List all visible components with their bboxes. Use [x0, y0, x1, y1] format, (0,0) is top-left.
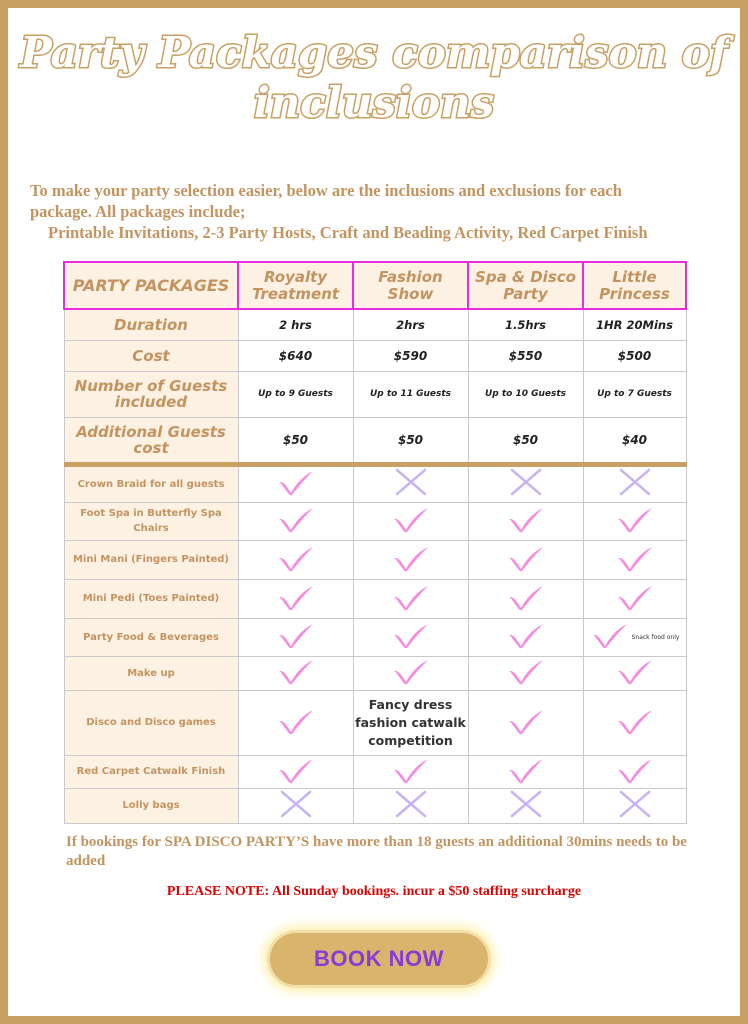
row-label — [64, 690, 238, 755]
row-label-text: Disco and Disco games — [86, 717, 216, 728]
check-icon — [506, 707, 546, 739]
row-label-text: Lolly bags — [122, 800, 180, 811]
table-cell: $50 — [238, 417, 353, 464]
check-icon — [615, 707, 655, 739]
intro-text — [30, 180, 720, 243]
check-icon — [276, 468, 316, 500]
check-icon — [391, 657, 431, 689]
cross-icon — [509, 467, 543, 501]
intro-line-2: package. All packages include; — [30, 202, 246, 221]
check-icon — [276, 583, 316, 615]
row-label-text: Crown Braid for all guests — [77, 478, 225, 490]
table-row — [64, 618, 686, 656]
table-cell: $500 — [583, 340, 686, 371]
table-cell — [238, 540, 353, 579]
table-cell — [353, 502, 468, 540]
package-header-spa-disco: Spa & Disco Party — [468, 262, 583, 309]
table-cell — [583, 618, 686, 656]
table-cell — [238, 656, 353, 690]
check-icon — [615, 583, 655, 615]
check-icon — [276, 756, 316, 788]
table-cell: Up to 10 Guests — [468, 371, 583, 417]
table-cell: Up to 9 Guests — [238, 371, 353, 417]
check-icon — [506, 505, 546, 537]
cross-icon — [394, 789, 428, 823]
check-icon — [391, 544, 431, 576]
table-cell — [353, 579, 468, 618]
cross-icon — [618, 789, 652, 823]
table-cell — [583, 464, 686, 502]
check-icon — [391, 621, 431, 653]
table-cell — [583, 788, 686, 823]
table-row — [64, 371, 686, 417]
table-cell: 1HR 20Mins — [583, 309, 686, 340]
table-cell — [238, 464, 353, 502]
table-cell: $590 — [353, 340, 468, 371]
cross-icon — [618, 467, 652, 501]
table-row — [64, 340, 686, 371]
table-cell — [468, 464, 583, 502]
check-icon — [506, 621, 546, 653]
sunday-note: PLEASE NOTE: All Sunday bookings. incur a $50 staffing surcharge — [166, 884, 582, 899]
check-icon — [276, 505, 316, 537]
table-row — [64, 579, 686, 618]
check-icon — [615, 657, 655, 689]
table-row — [64, 540, 686, 579]
inclusions-body — [64, 464, 686, 823]
row-label-text: Make up — [127, 667, 175, 679]
table-row — [64, 309, 686, 340]
row-label — [64, 540, 238, 579]
table-cell — [238, 502, 353, 540]
package-header-fashion: Fashion Show — [353, 262, 468, 309]
table-cell — [238, 788, 353, 823]
check-icon — [276, 657, 316, 689]
table-cell — [353, 540, 468, 579]
table-cell: 2hrs — [353, 309, 468, 340]
check-icon — [391, 756, 431, 788]
table-cell — [583, 579, 686, 618]
row-label — [64, 502, 238, 540]
fancy-dress-note: Fancy dress fashion catwalk competition — [355, 696, 466, 748]
header-row — [64, 262, 686, 309]
table-cell — [353, 690, 468, 755]
row-label-guests: Number of Guests included — [64, 371, 238, 417]
packages-table — [63, 261, 687, 824]
intro-line-1: To make your party selection easier, below are the inclusions and exclusions for each — [30, 181, 622, 200]
table-row — [64, 788, 686, 823]
check-icon — [590, 621, 630, 653]
row-label-additional-guests: Additional Guests cost — [64, 417, 238, 464]
row-label — [64, 579, 238, 618]
check-icon — [276, 707, 316, 739]
table-cell — [468, 656, 583, 690]
row-label-text: Red Carpet Catwalk Finish — [76, 766, 226, 777]
row-label — [64, 464, 238, 502]
check-icon — [391, 583, 431, 615]
intro-line-3: Printable Invitations, 2-3 Party Hosts, Craft and Beading Activity, Red Carpet Finish — [48, 223, 648, 242]
check-icon — [506, 657, 546, 689]
spa-disco-note: If bookings for SPA DISCO PARTY’S have more than 18 guests an additional 30mins needs to be added — [66, 834, 687, 869]
table-cell — [468, 618, 583, 656]
table-cell — [583, 540, 686, 579]
row-label-duration: Duration — [64, 309, 238, 340]
table-cell — [468, 579, 583, 618]
table-cell: $640 — [238, 340, 353, 371]
table-cell — [583, 755, 686, 788]
table-cell: 1.5hrs — [468, 309, 583, 340]
table-row — [64, 502, 686, 540]
cross-icon — [279, 789, 313, 823]
table-cell — [353, 788, 468, 823]
table-cell — [353, 755, 468, 788]
check-icon — [506, 756, 546, 788]
row-label-text: Party Food & Beverages — [83, 631, 219, 643]
table-cell — [468, 502, 583, 540]
row-label — [64, 618, 238, 656]
table-cell — [468, 690, 583, 755]
snack-note: Snack food only — [631, 633, 680, 641]
row-label-cost: Cost — [64, 340, 238, 371]
check-icon — [276, 621, 316, 653]
row-label — [64, 788, 238, 823]
table-row — [64, 690, 686, 755]
table-cell — [238, 618, 353, 656]
row-label-text: Mini Mani (Fingers Painted) — [72, 554, 230, 565]
table-row — [64, 464, 686, 502]
table-cell — [238, 579, 353, 618]
table-cell — [468, 755, 583, 788]
table-cell — [238, 690, 353, 755]
row-label-text: Mini Pedi (Toes Painted) — [82, 593, 220, 604]
table-cell: $40 — [583, 417, 686, 464]
page-title: Party Packages comparison of inclusions — [20, 28, 728, 127]
table-cell: $50 — [468, 417, 583, 464]
table-cell — [353, 618, 468, 656]
table-cell: Up to 11 Guests — [353, 371, 468, 417]
table-cell: $550 — [468, 340, 583, 371]
table-cell — [238, 755, 353, 788]
check-icon — [506, 583, 546, 615]
table-row — [64, 656, 686, 690]
cross-icon — [394, 467, 428, 501]
check-icon — [615, 544, 655, 576]
table-cell — [583, 690, 686, 755]
package-header-little-princess: Little Princess — [583, 262, 686, 309]
check-icon — [276, 544, 316, 576]
table-cell: $50 — [353, 417, 468, 464]
row-label — [64, 755, 238, 788]
table-cell: 2 hrs — [238, 309, 353, 340]
table-row — [64, 417, 686, 464]
cross-icon — [509, 789, 543, 823]
check-icon — [615, 756, 655, 788]
table-cell — [468, 788, 583, 823]
table-cell — [583, 656, 686, 690]
table-row — [64, 755, 686, 788]
corner-header: PARTY PACKAGES — [64, 262, 238, 309]
table-cell — [353, 656, 468, 690]
table-cell — [353, 464, 468, 502]
table-cell: Up to 7 Guests — [583, 371, 686, 417]
table-cell — [583, 502, 686, 540]
book-now-button[interactable]: BOOK NOW — [267, 930, 491, 988]
check-icon — [391, 505, 431, 537]
row-label-text: Foot Spa in Butterfly Spa Chairs — [80, 508, 222, 534]
row-label — [64, 656, 238, 690]
table-cell — [468, 540, 583, 579]
check-icon — [506, 544, 546, 576]
check-icon — [615, 505, 655, 537]
package-header-royalty: Royalty Treatment — [238, 262, 353, 309]
